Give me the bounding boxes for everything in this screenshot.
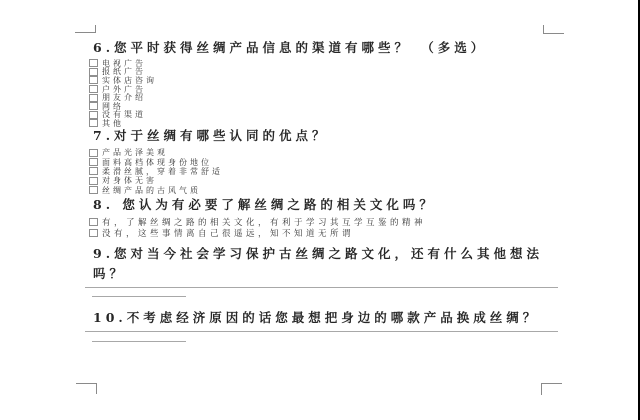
question-9-title: 9.您对当今社会学习保护古丝绸之路文化，还有什么其他想法吗？ <box>93 246 544 281</box>
checkbox-icon[interactable] <box>89 59 98 67</box>
question-6-title: 6.您平时获得丝绸产品信息的渠道有哪些？ （多选） <box>93 40 488 55</box>
checkbox-icon[interactable] <box>89 76 98 84</box>
option-label: 有，了解丝绸之路的相关文化，有利于学习其互学互鉴的精神 <box>102 217 427 228</box>
option-label: 报纸广告 <box>102 67 146 77</box>
option-label: 没有渠道 <box>102 110 146 120</box>
margin-crop-mark-bottom-right-icon <box>541 383 562 395</box>
option-label: 网络 <box>102 101 124 111</box>
option-row[interactable] <box>89 216 426 228</box>
option-label: 户外广告 <box>102 84 146 94</box>
option-label: 没有，这些事情离自己很遥远，知不知道无所谓 <box>102 229 355 240</box>
option-label: 产品光泽美观 <box>102 148 168 158</box>
checkbox-icon[interactable] <box>89 111 98 119</box>
option-label: 对身体无害 <box>102 176 157 186</box>
option-label: 其他 <box>102 118 124 128</box>
question-7-options <box>89 148 223 195</box>
option-label: 面料高档体现身份地位 <box>102 157 212 167</box>
question-8-title: 8. 您认为有必要了解丝绸之路的相关文化吗？ <box>93 197 436 212</box>
margin-crop-mark-top-right-icon <box>543 25 564 34</box>
checkbox-icon[interactable] <box>89 186 98 194</box>
question-7-title: 7.对于丝绸有哪些认同的优点？ <box>93 128 329 143</box>
checkbox-icon[interactable] <box>89 68 98 76</box>
answer-line-short[interactable] <box>92 341 186 342</box>
question-6-options <box>89 59 157 128</box>
answer-line-long[interactable] <box>85 287 558 288</box>
option-row[interactable] <box>89 186 223 195</box>
margin-crop-mark-top-left-icon <box>75 25 96 33</box>
question-10-title: 10.不考虑经济原因的话您最想把身边的哪款产品换成丝绸？ <box>93 310 540 325</box>
option-label: 实体店咨询 <box>102 75 157 85</box>
checkbox-icon[interactable] <box>89 177 98 185</box>
answer-line-long[interactable] <box>85 331 558 332</box>
checkbox-icon[interactable] <box>89 149 98 157</box>
option-row[interactable] <box>89 228 426 240</box>
checkbox-icon[interactable] <box>89 94 98 102</box>
checkbox-icon[interactable] <box>89 218 98 226</box>
margin-crop-mark-bottom-left-icon <box>76 383 97 394</box>
checkbox-icon[interactable] <box>89 102 98 110</box>
checkbox-icon[interactable] <box>89 85 98 93</box>
checkbox-icon[interactable] <box>89 229 98 237</box>
option-label: 丝绸产品的古风气质 <box>102 185 201 195</box>
option-label: 电视广告 <box>102 58 146 68</box>
checkbox-icon[interactable] <box>89 167 98 175</box>
question-8-options <box>89 216 426 239</box>
checkbox-icon[interactable] <box>89 158 98 166</box>
option-label: 柔滑丝腻，穿着非常舒适 <box>102 166 223 176</box>
option-label: 朋友介绍 <box>102 93 146 103</box>
answer-line-short[interactable] <box>92 296 186 297</box>
